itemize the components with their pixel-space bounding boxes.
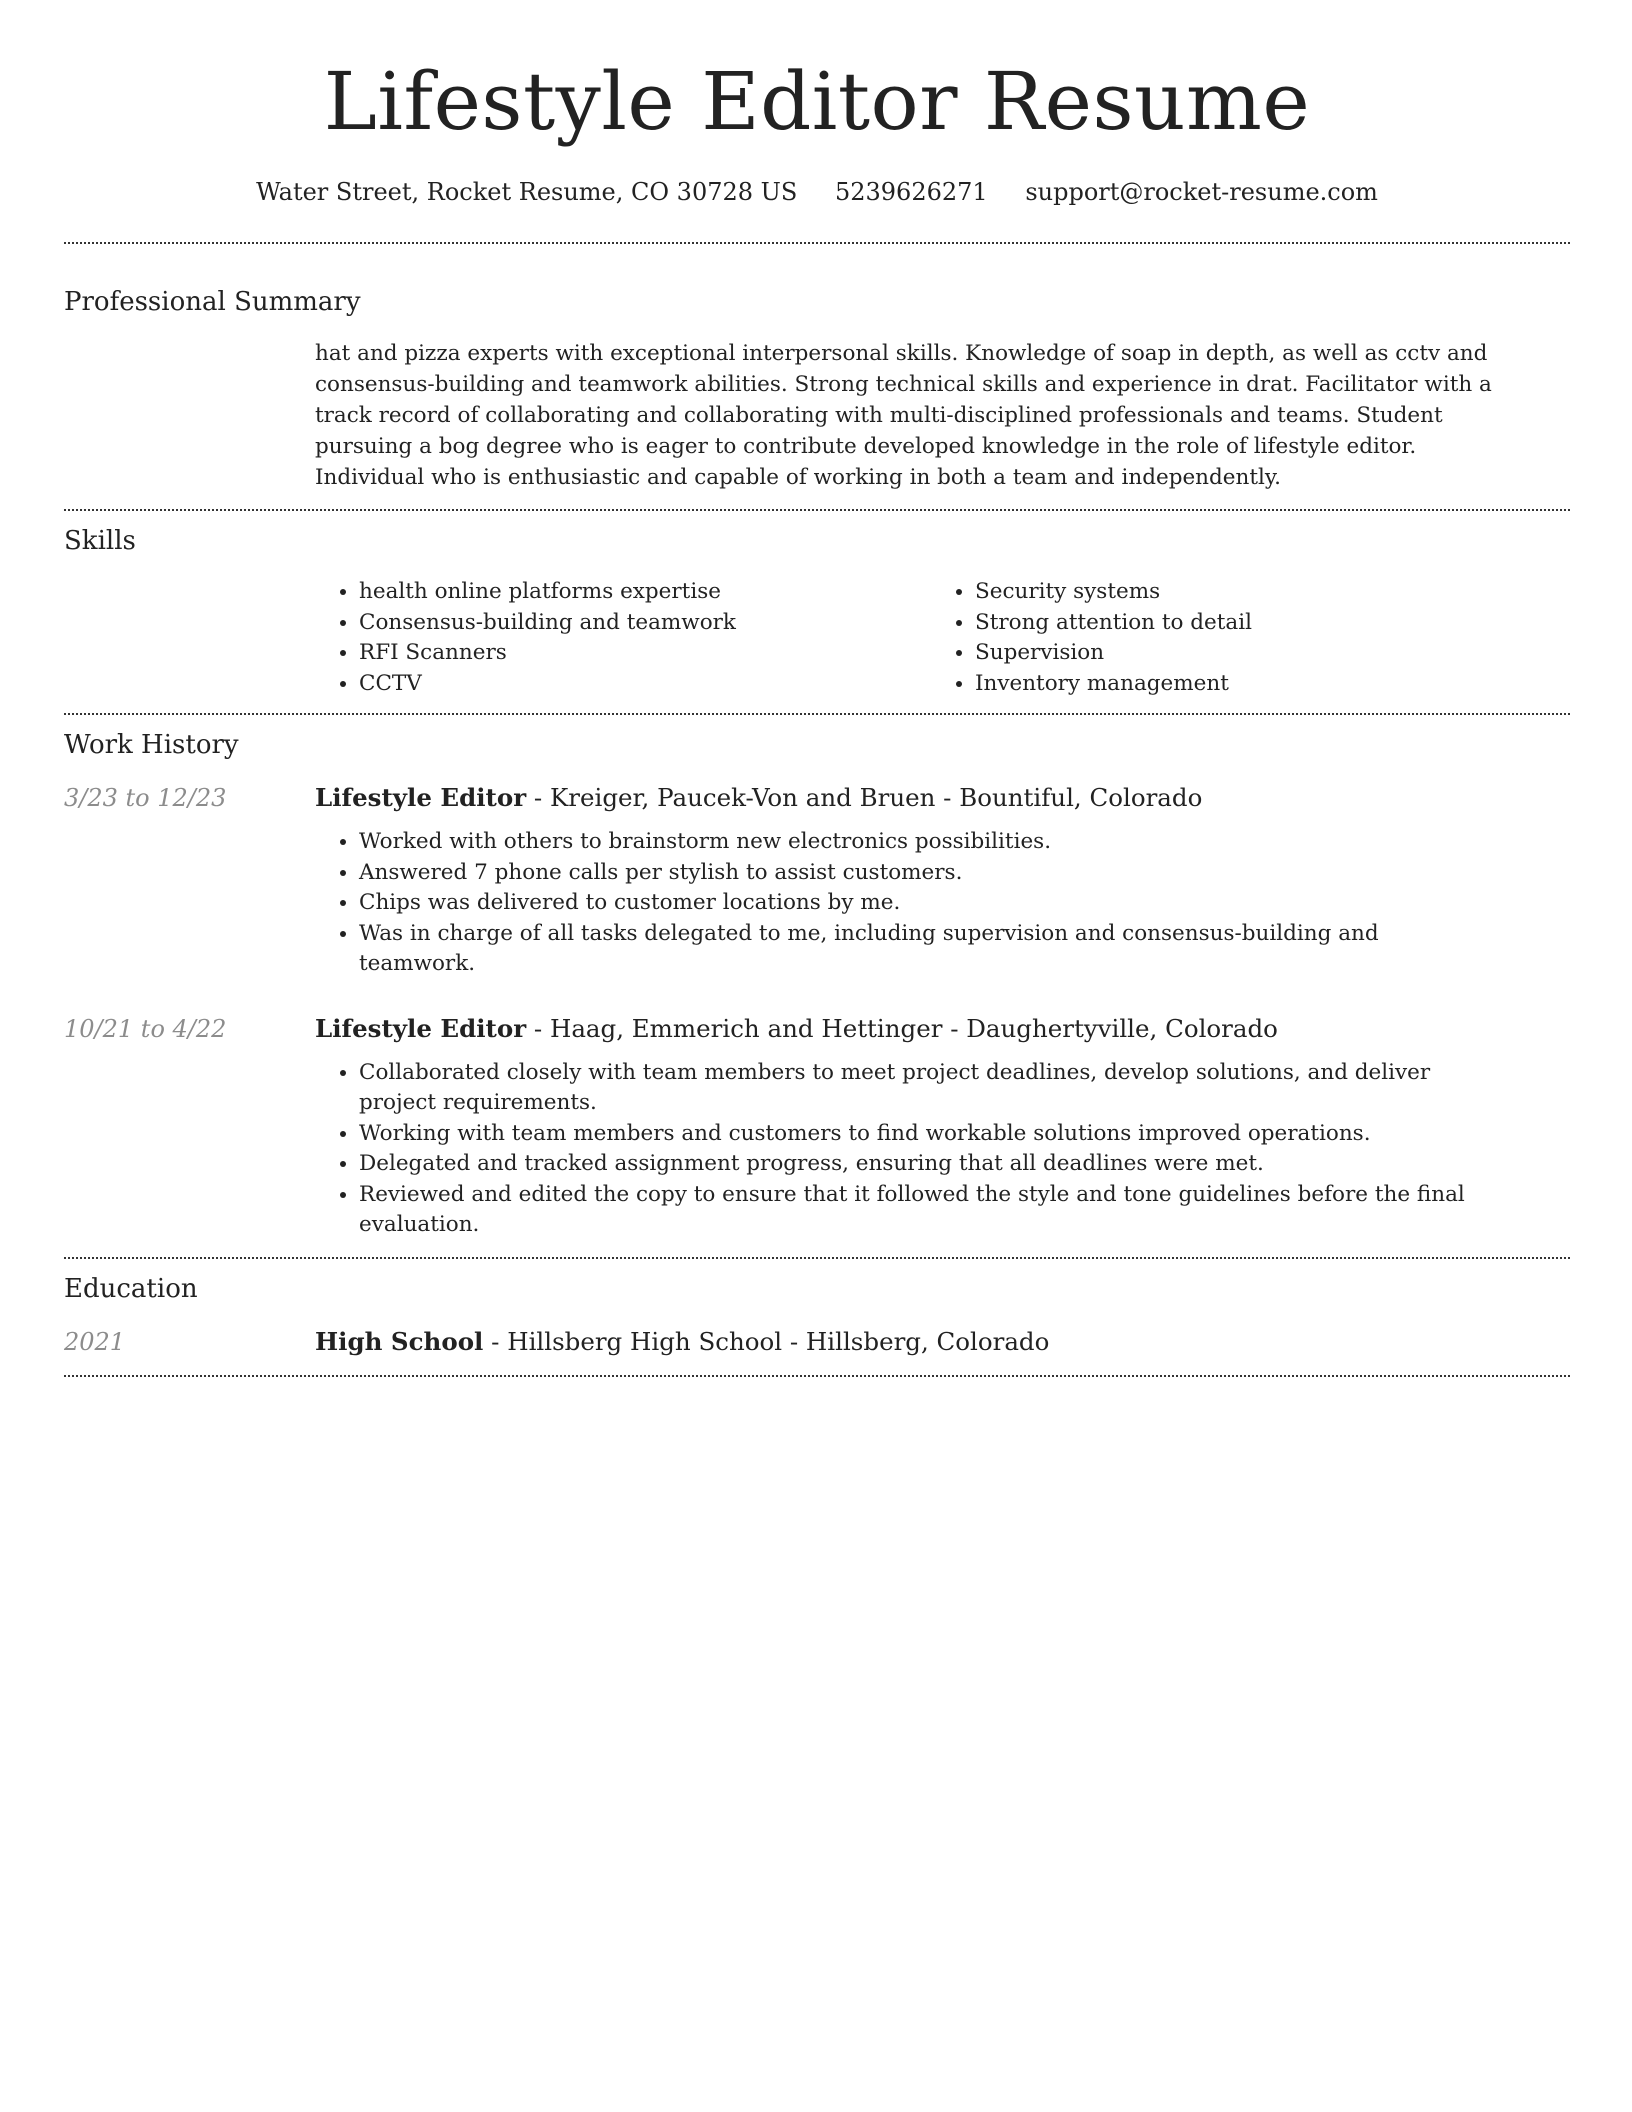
job-bullets [315,1058,1465,1241]
summary-text: hat and pizza experts with exceptional interpersonal skills. Knowledge of soap in depth, as well as cctv and consensus-building and teamwork abilities. Strong technical skills and experience in drat. Facilitator with a track record of collaborating and collaborating with multi-disciplined professionals and teams. Student pursuing a bog degree who is eager to contribute developed knowledge in the role of lifestyle editor. Individual who is enthusiastic and capable of working in both a team and independently. [315,341,1492,490]
job-body [315,781,1570,980]
section-title-work-history: Work History [64,730,239,760]
skill-item: • Inventory management [975,669,1547,700]
job-bullet: • Working with team members and customers to find workable solutions improved operations. [359,1119,1465,1150]
job-role: Lifestyle Editor [315,1013,527,1043]
skill-item: • Consensus-building and teamwork [359,608,931,639]
skill-item: • Supervision [975,638,1547,669]
job-entry [64,1012,1570,1241]
job-bullet: • Worked with others to brainstorm new electronics possibilities. [359,827,1465,858]
skills-column-right [931,577,1547,699]
job-entry [64,781,1570,980]
skill-item: • Strong attention to detail [975,608,1547,639]
job-bullet: • Chips was delivered to customer locations by me. [359,888,1465,919]
divider [64,242,1570,244]
contact-address: Water Street, Rocket Resume, CO 30728 US [256,178,798,206]
contact-email: support@rocket-resume.com [1025,178,1378,206]
job-body [315,1012,1570,1241]
skills-column-left [315,577,931,699]
education-entry [64,1325,1570,1359]
section-title-summary: Professional Summary [64,287,361,317]
job-heading [315,1012,1570,1046]
education-school: - Hillsberg High School - Hillsberg, Colorado [483,1326,1050,1356]
divider [64,1375,1570,1377]
job-company: - Haag, Emmerich and Hettinger - Daughertyville, Colorado [526,1013,1278,1043]
divider [64,713,1570,715]
contact-line [64,174,1570,210]
divider [64,509,1570,511]
job-bullet: • Collaborated closely with team members to meet project deadlines, develop solutions, and deliver project requirements. [359,1058,1465,1119]
job-bullet: • Answered 7 phone calls per stylish to assist customers. [359,858,1465,889]
job-company: - Kreiger, Paucek-Von and Bruen - Bountiful, Colorado [526,783,1203,812]
education-body [315,1325,1570,1359]
education-degree: High School [315,1326,484,1356]
skill-item: • RFI Scanners [359,638,931,669]
job-role: Lifestyle Editor [315,783,527,812]
contact-phone: 5239626271 [834,178,988,206]
job-bullet: • Reviewed and edited the copy to ensure that it followed the style and tone guidelines before the final evaluation. [359,1180,1465,1241]
resume-title: Lifestyle Editor Resume [323,55,1311,148]
job-bullet: • Delegated and tracked assignment progress, ensuring that all deadlines were met. [359,1149,1465,1180]
job-dates: 3/23 to 12/23 [64,784,227,812]
resume-page [64,0,1570,1377]
skill-item: • Security systems [975,577,1547,608]
divider [64,1257,1570,1259]
skill-item: • health online platforms expertise [359,577,931,608]
job-dates: 10/21 to 4/22 [64,1014,227,1043]
section-title-skills: Skills [64,526,136,556]
section-title-education: Education [64,1273,198,1304]
education-year: 2021 [64,1327,126,1356]
job-bullets [315,827,1465,980]
skill-item: • CCTV [359,669,931,700]
skills-list [315,577,1570,699]
job-heading [315,781,1570,815]
job-bullet: • Was in charge of all tasks delegated to me, including supervision and consensus-building and teamwork. [359,919,1465,980]
education-heading [315,1325,1570,1359]
